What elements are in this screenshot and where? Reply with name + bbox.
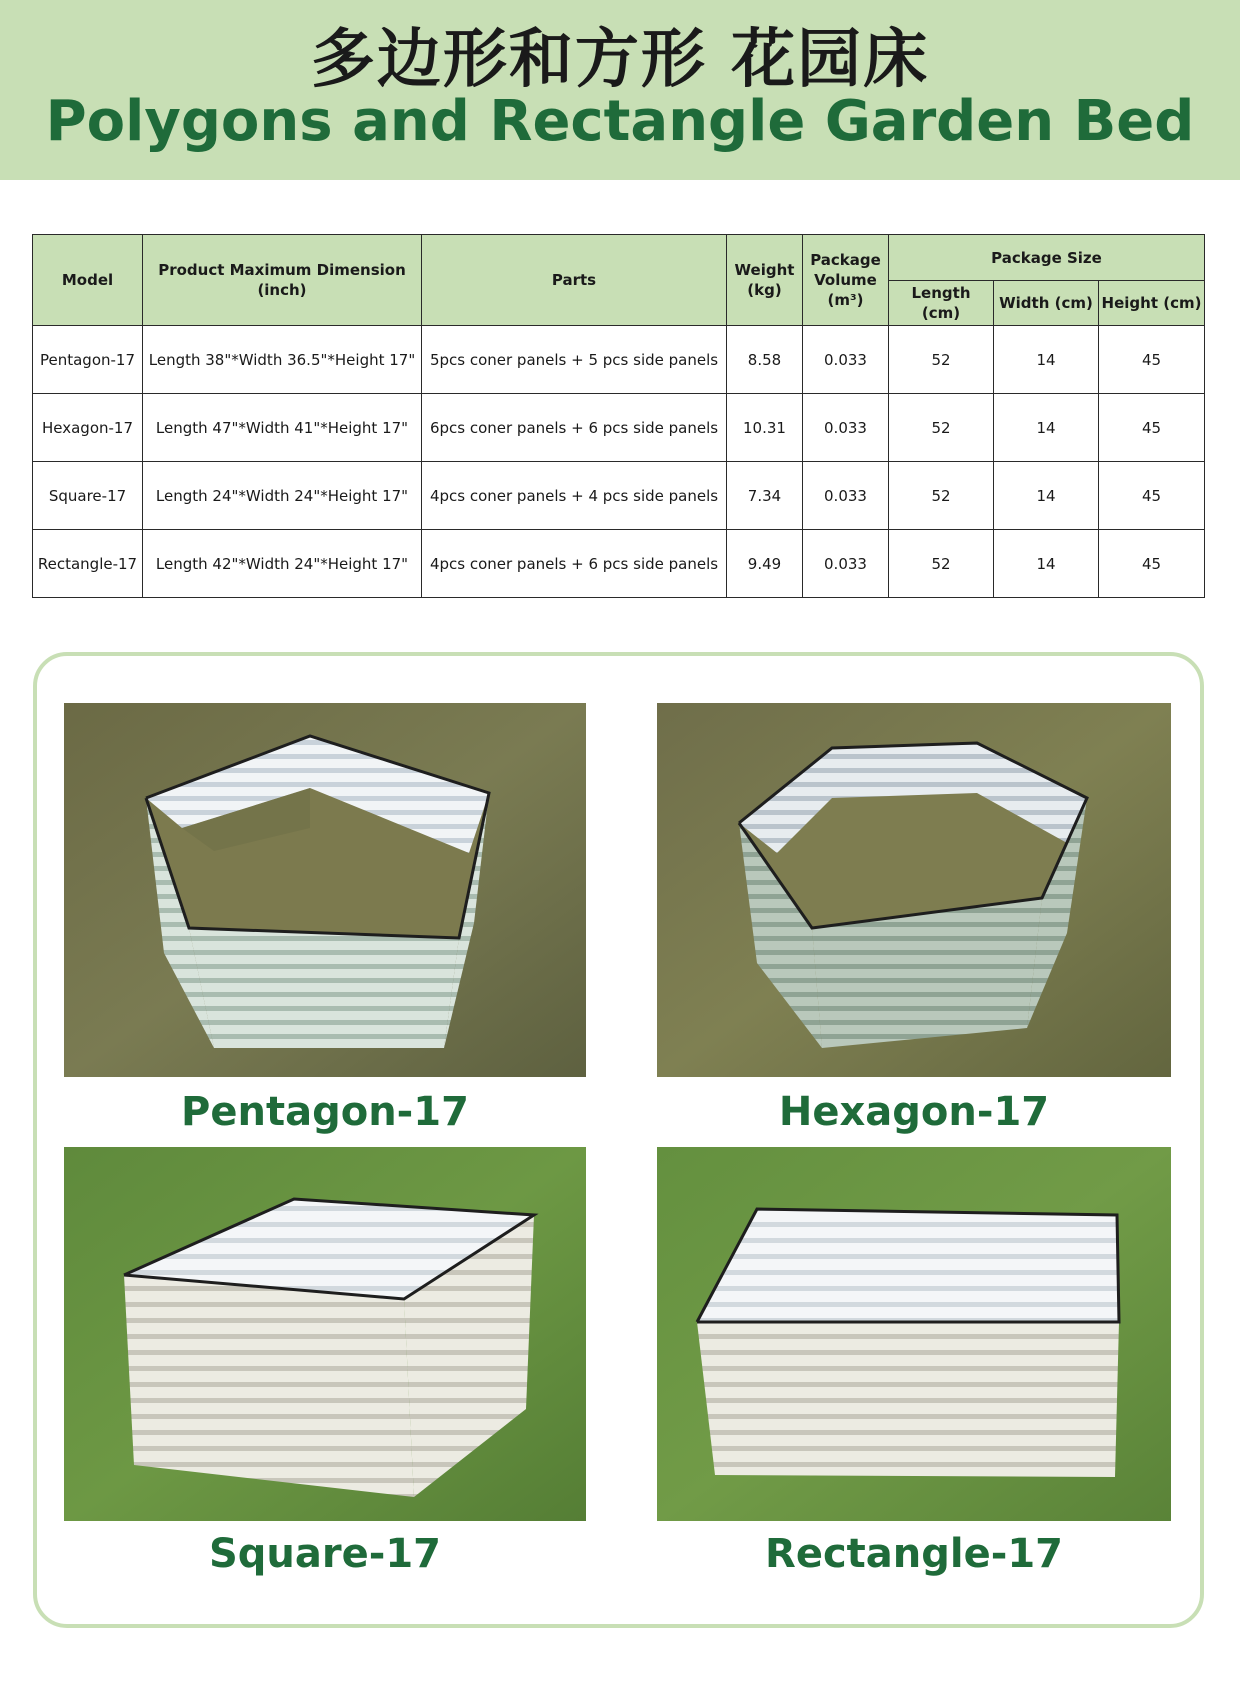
cell-height: 45 bbox=[1099, 462, 1205, 530]
pentagon-bed-illustration bbox=[64, 703, 586, 1077]
cell-height: 45 bbox=[1099, 530, 1205, 598]
header-model: Model bbox=[33, 235, 143, 326]
rectangle-bed-illustration bbox=[657, 1147, 1171, 1521]
hexagon-bed-photo bbox=[657, 703, 1171, 1077]
cell-model: Hexagon-17 bbox=[33, 394, 143, 462]
spec-table bbox=[32, 234, 1205, 598]
cell-volume: 0.033 bbox=[803, 394, 889, 462]
cell-dimension: Length 42"*Width 24"*Height 17" bbox=[143, 530, 422, 598]
cell-length: 52 bbox=[889, 530, 994, 598]
cell-volume: 0.033 bbox=[803, 530, 889, 598]
pentagon-caption: Pentagon-17 bbox=[181, 1089, 469, 1135]
table-row bbox=[33, 394, 1205, 462]
cell-parts: 4pcs coner panels + 6 pcs side panels bbox=[422, 530, 727, 598]
title-chinese: 多边形和方形 花园床 bbox=[310, 23, 930, 97]
cell-dimension: Length 24"*Width 24"*Height 17" bbox=[143, 462, 422, 530]
hexagon-caption: Hexagon-17 bbox=[778, 1089, 1050, 1135]
hexagon-bed-illustration bbox=[657, 703, 1171, 1077]
cell-parts: 4pcs coner panels + 4 pcs side panels bbox=[422, 462, 727, 530]
cell-parts: 5pcs coner panels + 5 pcs side panels bbox=[422, 326, 727, 394]
cell-width: 14 bbox=[994, 394, 1099, 462]
cell-width: 14 bbox=[994, 462, 1099, 530]
cell-width: 14 bbox=[994, 530, 1099, 598]
square-caption: Square-17 bbox=[208, 1531, 442, 1577]
cell-volume: 0.033 bbox=[803, 462, 889, 530]
header-banner bbox=[0, 0, 1240, 180]
cell-length: 52 bbox=[889, 326, 994, 394]
cell-model: Rectangle-17 bbox=[33, 530, 143, 598]
header-parts: Parts bbox=[422, 235, 727, 326]
cell-model: Pentagon-17 bbox=[33, 326, 143, 394]
cell-dimension: Length 47"*Width 41"*Height 17" bbox=[143, 394, 422, 462]
cell-model: Square-17 bbox=[33, 462, 143, 530]
table-row bbox=[33, 462, 1205, 530]
cell-weight: 7.34 bbox=[727, 462, 803, 530]
table-row bbox=[33, 530, 1205, 598]
header-volume: Package Volume (m³) bbox=[803, 235, 889, 326]
cell-height: 45 bbox=[1099, 326, 1205, 394]
pentagon-bed-photo bbox=[64, 703, 586, 1077]
cell-height: 45 bbox=[1099, 394, 1205, 462]
header-length: Length (cm) bbox=[889, 281, 994, 326]
title-english: Polygons and Rectangle Garden Bed bbox=[45, 89, 1195, 154]
cell-volume: 0.033 bbox=[803, 326, 889, 394]
header-width: Width (cm) bbox=[994, 281, 1099, 326]
header-weight: Weight (kg) bbox=[727, 235, 803, 326]
cell-dimension: Length 38"*Width 36.5"*Height 17" bbox=[143, 326, 422, 394]
cell-length: 52 bbox=[889, 394, 994, 462]
cell-weight: 10.31 bbox=[727, 394, 803, 462]
cell-width: 14 bbox=[994, 326, 1099, 394]
cell-length: 52 bbox=[889, 462, 994, 530]
cell-weight: 8.58 bbox=[727, 326, 803, 394]
square-bed-photo bbox=[64, 1147, 586, 1521]
square-bed-illustration bbox=[64, 1147, 586, 1521]
rectangle-caption: Rectangle-17 bbox=[765, 1531, 1063, 1577]
header-package-size: Package Size bbox=[889, 235, 1205, 281]
header-dimension: Product Maximum Dimension (inch) bbox=[143, 235, 422, 326]
cell-weight: 9.49 bbox=[727, 530, 803, 598]
cell-parts: 6pcs coner panels + 6 pcs side panels bbox=[422, 394, 727, 462]
header-height: Height (cm) bbox=[1099, 281, 1205, 326]
rectangle-bed-photo bbox=[657, 1147, 1171, 1521]
table-row bbox=[33, 326, 1205, 394]
